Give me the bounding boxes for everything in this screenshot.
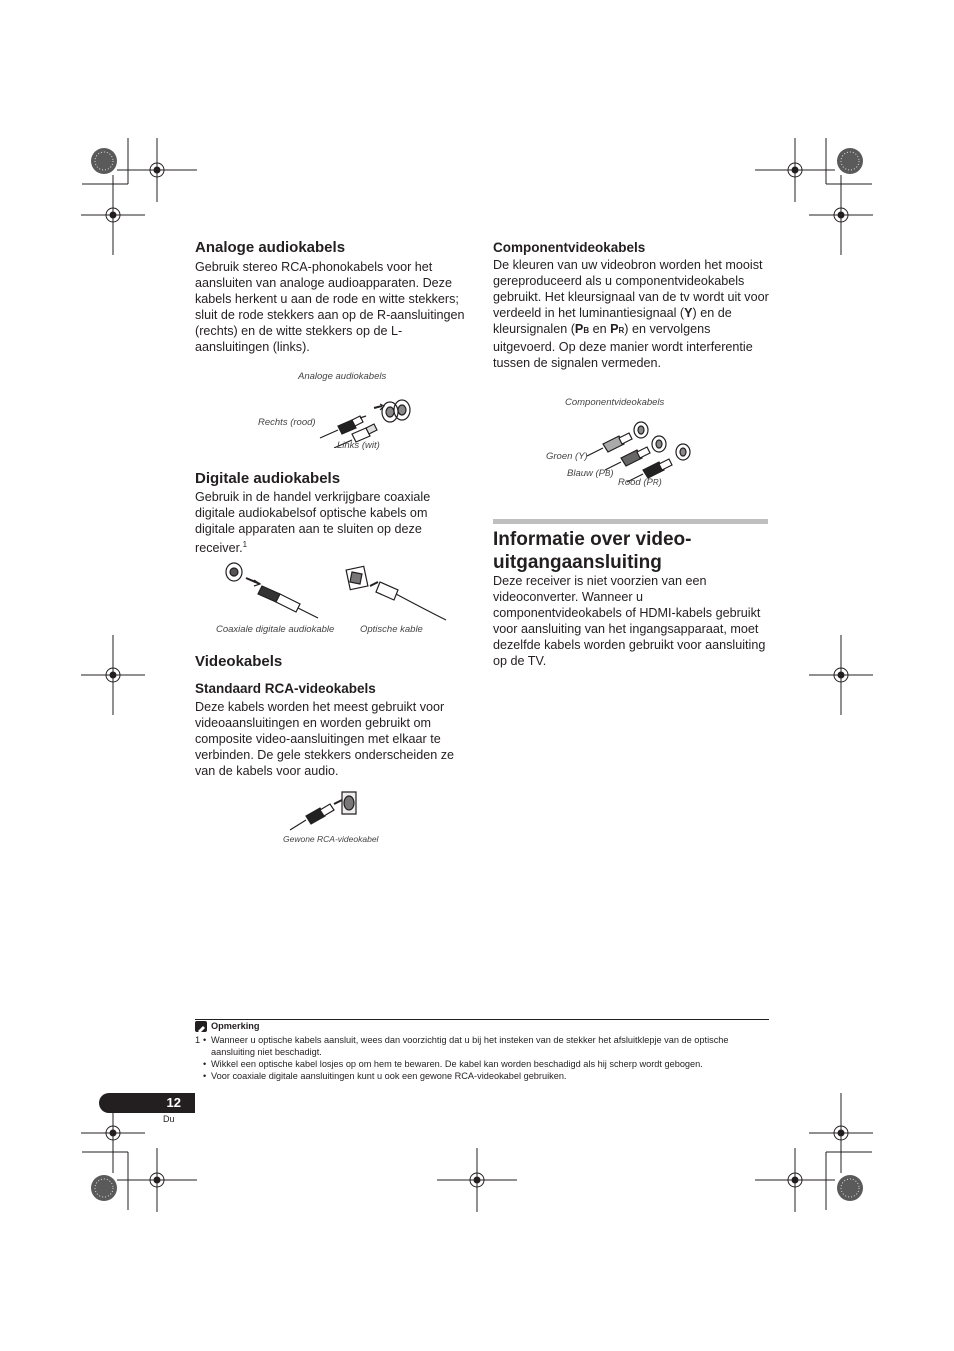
optical-label: Optische kable — [360, 624, 423, 635]
rca-video-cable-illustration — [288, 786, 364, 832]
rca-subheading: Standaard RCA-videokabels — [195, 681, 376, 696]
digital-heading: Digitale audiokabels — [195, 470, 341, 487]
info-heading: Informatie over video- uitgangaansluiting — [493, 529, 692, 573]
language-code: Du — [163, 1114, 175, 1124]
page-number-badge — [99, 1093, 195, 1113]
note-item: • Wikkel een optische kabel losjes op om hem te bewaren. De kabel kan worden beschadigd als hij scherp wordt gebogen. — [203, 1059, 703, 1069]
component-figure-title: Componentvideokabels — [565, 397, 665, 408]
green-label: Groen (Y) — [546, 451, 588, 462]
analog-right-label: Rechts (rood) — [258, 417, 316, 428]
video-heading: Videokabels — [195, 653, 283, 670]
analog-figure-title: Analoge audiokabels — [298, 371, 387, 382]
note-list — [203, 1034, 769, 1082]
note-number: 1 — [195, 1035, 201, 1045]
footnote-ref[interactable]: 1 — [242, 540, 248, 549]
analog-body: Gebruik stereo RCA-phonokabels voor het aansluiten van analoge audioapparaten. Deze kabels herkent u aan de rode en witte stekkers; sluit de rode stekkers aan op de R-aansluitingen (rechts) en de witte stekkers op de L-aansluitingen (links). — [195, 260, 465, 354]
page-number: 12 — [166, 1095, 181, 1110]
blue-label: Blauw (PB) — [567, 468, 614, 479]
analog-cable-illustration — [318, 388, 418, 448]
section-divider-bar — [493, 519, 768, 524]
component-body: De kleuren van uw videobron worden het mooist gereproduceerd als u componentvideokabels gebruikt. Het kleursignaal van de tv wordt uit voor verdeeld in het luminantiesignaal (Y) en de kleursignalen (PB en PR) en vervolgens uitgevoerd. Op deze manier wordt interferentie tussen de signalen vermeden. — [493, 258, 769, 370]
note-icon — [195, 1021, 207, 1032]
digital-body: Gebruik in de handel verkrijgbare coaxiale digitale audiokabelsof optische kabels om digitale apparaten aan te sluiten op deze receiver.$^1$ — [195, 490, 431, 556]
note-title: Opmerking — [211, 1021, 260, 1031]
coax-label: Coaxiale digitale audiokable — [216, 624, 335, 635]
note-item: • Voor coaxiale digitale aansluitingen kunt u ook een gewone RCA-videokabel gebruiken. — [203, 1071, 567, 1081]
note-rule — [195, 1019, 769, 1020]
red-label: Rood (PR) — [618, 477, 662, 488]
note-item: • Wanneer u optische kabels aansluit, wees dan voorzichtig dat u bij het insteken van de stekker het afsluitklepje van de optische aansluiting niet beschadigt. — [203, 1035, 729, 1057]
digital-cable-illustration — [220, 560, 460, 624]
info-body: Deze receiver is niet voorzien van een videoconverter. Wanneer u componentvideokabels of HDMI-kabels gebruikt voor aansluiting van het ingangsapparaat, moet dezelfde kabels worden gebruikt voor aansluiting op de TV. — [493, 574, 766, 668]
analog-heading: Analoge audiokabels — [195, 239, 346, 256]
video-body: Deze kabels worden het meest gebruikt voor videoaansluitingen en worden gebruikt om composite video-aansluitingen met elkaar te verbinden. De gele stekkers onderscheiden ze van de kabels voor audio. — [195, 700, 455, 778]
analog-left-label: Links (wit) — [337, 440, 380, 451]
rca-video-label: Gewone RCA-videokabel — [283, 834, 379, 844]
component-heading: Componentvideokabels — [493, 240, 646, 255]
